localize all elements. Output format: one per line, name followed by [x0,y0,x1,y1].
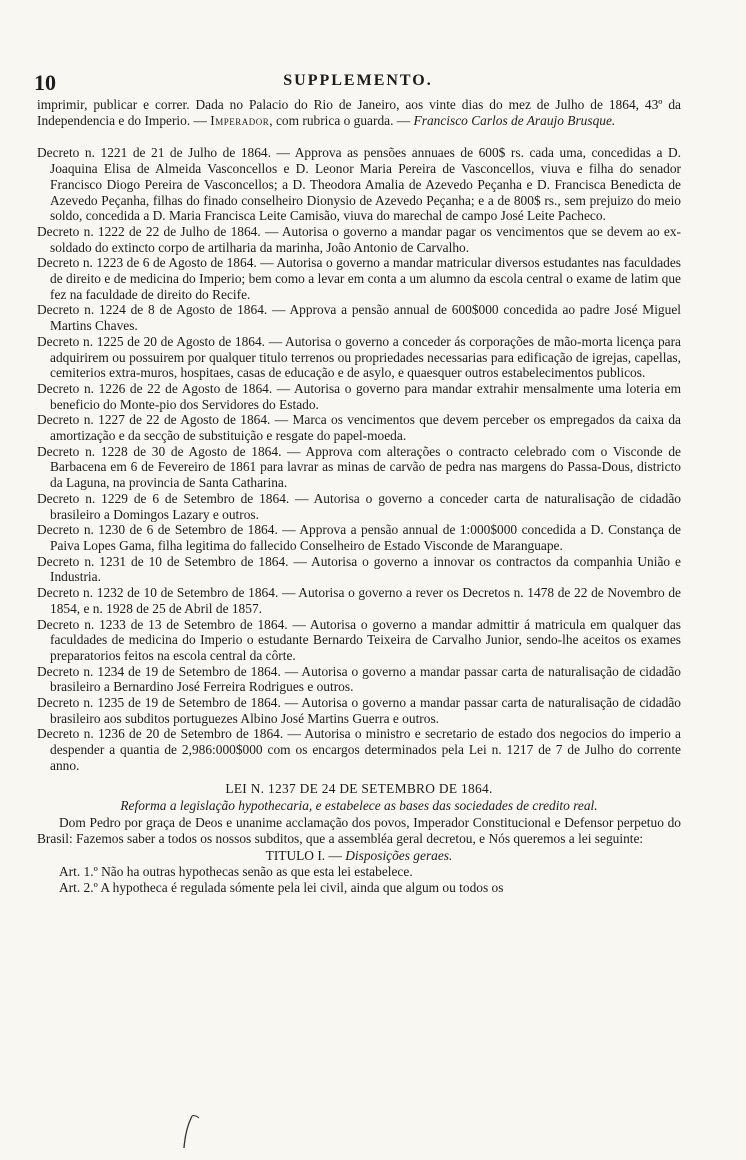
law-heading: LEI N. 1237 DE 24 DE SETEMBRO DE 1864. [225,780,493,796]
decree-entry: Decreto n. 1231 de 10 de Setembro de 1864. — Autorisa o governo a innovar os contractos da companhia União e Industria. [37,553,681,585]
law-preamble: Dom Pedro por graça de Deos e unanime acclamação dos povos, Imperador Constitucional e Defensor perpetuo do Brasil: Fazemos saber a todos os nossos subditos, que a assembléa geral decretou, e Nós queremos a lei seguinte: [37,815,681,846]
decree-entry: Decreto n. 1227 de 22 de Agosto de 1864. — Marca os vencimentos que devem perceber os empregados da caixa da amortização e da secção de substituição e resgate do papel-moeda. [37,412,681,444]
decree-entry: Decreto n. 1236 de 20 de Setembro de 1864. — Autorisa o ministro e secretario de estado dos negocios do imperio a despender a quantia de 2,986:000$000 com os encargos determinados pela Lei n. 1217 de 7 de Julho do corrente anno. [37,726,681,773]
running-title: SUPPLEMENTO. [283,72,433,89]
decree-entry: Decreto n. 1224 de 8 de Agosto de 1864. — Approva a pensão annual de 600$000 concedida ao padre José Miguel Martins Chaves. [37,302,681,334]
decree-entry: Decreto n. 1232 de 10 de Setembro de 1864. — Autorisa o governo a rever os Decretos n. 1478 de 22 de Novembro de 1854, e n. 1928 de 25 de Abril de 1857. [37,585,681,616]
pen-mark-icon [180,1114,210,1154]
decree-entry: Decreto n. 1233 de 13 de Setembro de 1864. — Autorisa o governo a mandar admittir á matricula em qualquer das faculdades de medicina do Imperio o estudante Bernardo Teixeira de Carvalho Junior, sendo-lhe aceitos os exames preparatorios feitos na escola central da côrte. [37,616,681,663]
decree-entry: Decreto n. 1225 de 20 de Agosto de 1864. — Autorisa o governo a conceder ás corporações de mão-morta licença para adquirirem ou possuirem por qualquer titulo terrenos ou propriedades necessarias para edificação de igrejas, capellas, cemiterios extra-muros, hospitaes, casas de educação e de asylo, e quaesquer outros estabelecimentos publicos. [37,333,681,381]
decree-entry: Decreto n. 1226 de 22 de Agosto de 1864. — Autorisa o governo para mandar extrahir mensalmente uma loteria em beneficio do Monte-pio dos Servidores do Estado. [37,380,681,412]
decree-entry: Decreto n. 1234 de 19 de Setembro de 1864. — Autorisa o governo a mandar passar carta de naturalisação de cidadão brasileiro a Bernardino José Ferreira Rodrigues e outros. [37,663,681,695]
intro-paragraph [37,97,681,128]
decree-entry: Decreto n. 1222 de 22 de Julho de 1864. — Autorisa o governo a mandar pagar os vencimentos que se devem ao ex-soldado do extincto corpo de artilharia da marinha, João Antonio de Carvalho. [37,223,681,255]
decree-entry: Decreto n. 1230 de 6 de Setembro de 1864. — Approva a pensão annual de 1:000$000 concedida a D. Constança de Paiva Lopes Gama, filha legitima do fallecido Conselheiro de Estado Visconde de Maranguape. [37,522,681,553]
law-subtitle: Reforma a legislação hypothecaria, e estabelece as bases das sociedades de credito real. [120,798,598,814]
titulo-name: Disposições geraes. [345,847,453,863]
decree-entry: Decreto n. 1229 de 6 de Setembro de 1864. — Autorisa o governo a conceder carta de naturalisação de cidadão brasileiro a Domingos Lazary e outros. [37,490,681,522]
decree-entry: Decreto n. 1235 de 19 de Setembro de 1864. — Autorisa o governo a mandar passar carta de naturalisação de cidadão brasileiro aos subditos portuguezes Albino José Martins Guerra e outros. [37,695,681,726]
page-number: 10 [34,70,56,95]
intro-minister: Francisco Carlos de Araujo Brusque. [413,112,616,128]
decree-entry: Decreto n. 1228 de 30 de Agosto de 1864. — Approva com alterações o contracto celebrado com o Visconde de Barbacena em 6 de Fevereiro de 1861 para lavrar as minas de carvão de pedra nas margens do Passa-Dous, districto da Laguna, na provincia de Santa Catharina. [37,443,681,491]
article-2: Art. 2.º A hypotheca é regulada sómente pela lei civil, ainda que algum ou todos os [59,880,504,896]
article-1: Art. 1.º Não ha outras hypothecas senão as que esta lei estabelece. [59,864,413,880]
page-header [34,70,682,94]
text-column [37,97,681,896]
intro-signer: Imperador [210,112,270,128]
intro-text: imprimir, publicar e correr. Dada no Palacio do Rio de Janeiro, aos vinte dias do mez de Julho de 1864, 43º da Independencia e do Imperio. — [37,97,681,128]
decree-entry: Decreto n. 1221 de 21 de Julho de 1864. — Approva as pensões annuaes de 600$ rs. cada uma, concedidas a D. Joaquina Elisa de Almeida Vasconcellos e D. Leonor Maria Pereira de Vasconcellos, viuva e filha do senador Francisco Diogo Pereira de Vasconcellos; a D. Theodora Amalia de Azevedo Peçanha e D. Francisca Benedicta de Azevedo Peçanha, filhas do finado conselheiro Dionysio de Azevedo Peçanha; e a de 800$ rs., sem prejuizo do meio soldo, concedida a D. Maria Francisca Leite Camisão, viuva do marechal de campo José Leite Pacheco. [37,145,681,224]
titulo-heading [37,848,681,864]
decree-entry: Decreto n. 1223 de 6 de Agosto de 1864. — Autorisa o governo a mandar matricular diversos estudantes nas faculdades de direito e de medicina do Imperio; bem como a levar em conta a um alumno da escola central o exame de latim que fez na faculdade de direito do Recife. [37,255,681,302]
titulo-label: TITULO I. — [265,847,346,863]
intro-separator: , com rubrica o guarda. — [269,112,414,128]
